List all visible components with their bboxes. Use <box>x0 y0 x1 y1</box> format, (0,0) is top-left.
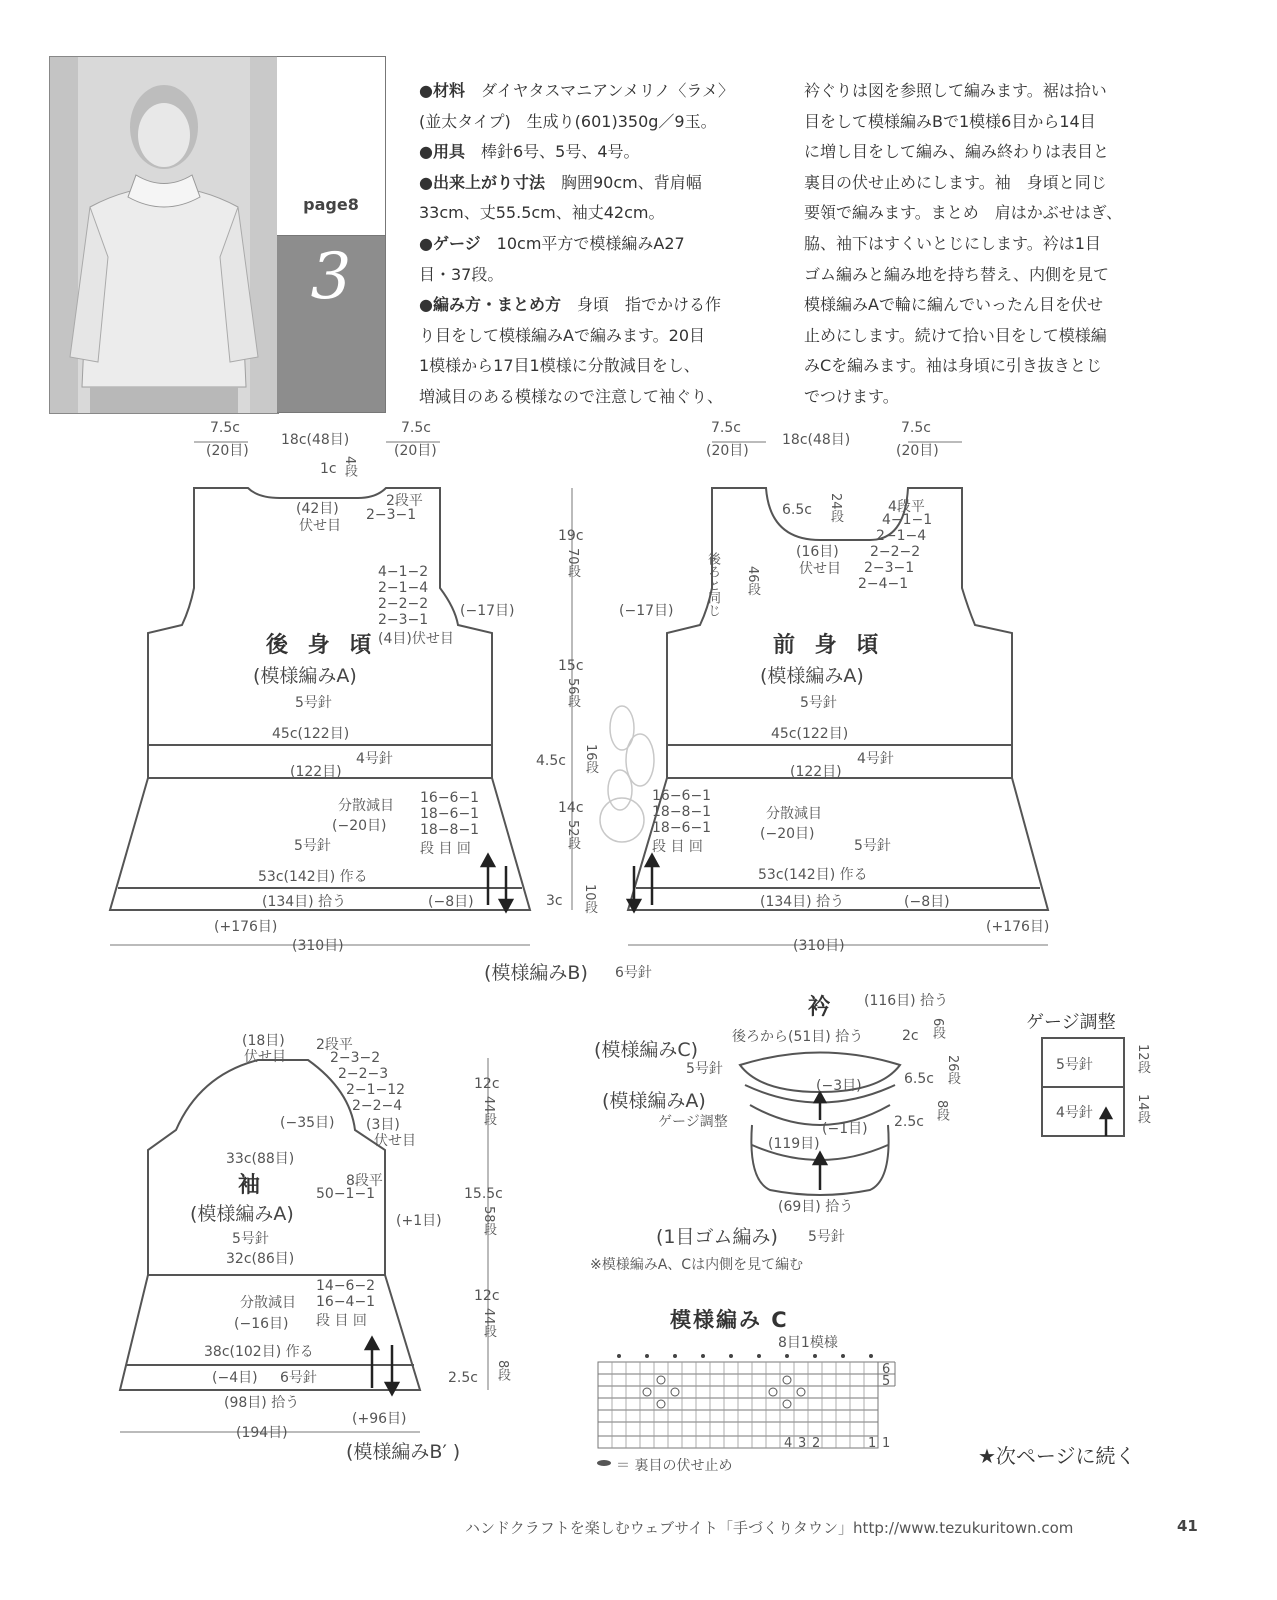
sleeve-d3: 段 目 回 <box>316 1313 367 1329</box>
sleeve-c5: 2−2−4 <box>352 1098 403 1114</box>
collar-needle5a: 5号針 <box>686 1061 723 1077</box>
front-n4: 2−2−2 <box>870 544 921 560</box>
footer-site: ハンドクラフトを楽しむウェブサイト「手づくりタウン」http://www.tezukuritown.com <box>465 1519 1074 1537</box>
pattern-b-needle: 6号針 <box>615 965 652 981</box>
back-neck-rows: 4段 <box>342 456 357 478</box>
back-arm5: (4目)伏せ目 <box>378 631 454 647</box>
back-dec-total: (−20目) <box>332 818 387 834</box>
instr-line: ●出来上がり寸法 胸囲90cm、背肩幅 <box>419 172 702 192</box>
front-arm-total: (−17目) <box>619 603 674 619</box>
sleeve-v2: 15.5c <box>464 1186 503 1202</box>
collar-gauge-adj: ゲージ調整 <box>658 1114 728 1130</box>
collar-h1r: 6段 <box>930 1018 945 1040</box>
back-neck-bind2: 伏せ目 <box>299 518 341 534</box>
front-neck-bind2: 伏せ目 <box>799 561 841 577</box>
sleeve-plus1: (+1目) <box>396 1213 442 1229</box>
front-n5: 2−3−1 <box>864 560 915 576</box>
collar-note: ※模様編みA、Cは内側を見て編む <box>590 1257 804 1273</box>
back-needle5b: 5号針 <box>294 838 331 854</box>
collar-title: 衿 <box>808 995 837 1020</box>
instr-line: 脇、袖下はすくいとじにします。衿は1目 <box>804 233 1101 253</box>
center-v5: 3c <box>546 893 563 909</box>
front-sts122: (122目) <box>790 764 842 780</box>
collar-back51: 後ろから(51目) 拾う <box>732 1029 864 1045</box>
instr-line: 裏目の伏せ止めにします。袖 身頃と同じ <box>804 172 1107 192</box>
front-neck-depth: 6.5c <box>782 502 812 518</box>
center-v3: 4.5c <box>536 753 566 769</box>
chart-c-col-4: 4 <box>784 1436 793 1451</box>
back-arm4: 2−3−1 <box>378 612 429 628</box>
instr-line: ●編み方・まとめ方 身頃 指でかける作 <box>419 295 721 315</box>
center-v2: 15c <box>558 658 584 674</box>
back-arm3: 2−2−2 <box>378 596 429 612</box>
center-v4: 14c <box>558 800 584 816</box>
sleeve-inc1: 8段平 <box>346 1173 383 1189</box>
chart-c-row-5: 5 <box>882 1374 891 1389</box>
front-neck-bind: (16目) <box>796 544 839 560</box>
page-number: 41 <box>1177 1517 1198 1535</box>
back-minus8: (−8目) <box>428 894 474 910</box>
front-cast-on: 53c(142目) 作る <box>758 867 868 883</box>
front-n2: 4−1−1 <box>882 512 933 528</box>
center-v1: 19c <box>558 528 584 544</box>
back-top-right-w: 7.5c <box>401 420 431 436</box>
front-d4: 段 目 回 <box>652 839 703 855</box>
front-minus8: (−8目) <box>904 894 950 910</box>
sleeve-pickup: (98目) 拾う <box>224 1395 300 1411</box>
collar-h3r: 8段 <box>934 1100 949 1122</box>
instr-line: 1模様から17目1模様に分散減目をし、 <box>419 356 700 376</box>
instr-line: ●ゲージ 10cm平方で模様編みA27 <box>419 233 685 253</box>
collar-h1: 2c <box>902 1028 919 1044</box>
chart-c-title: 模様編み C <box>670 1308 789 1332</box>
back-arm1: 4−1−2 <box>378 564 429 580</box>
front-neck-rows: 24段 <box>828 493 843 523</box>
front-subtitle: (模様編みA) <box>760 665 864 687</box>
center-v4r: 52段 <box>565 820 580 850</box>
page-label: page8 <box>303 195 359 214</box>
front-same-back: 後ろと同じ <box>705 552 720 617</box>
instr-line: に増し目をして編み、編み終わりは表目と <box>804 142 1109 162</box>
front-needle5: 5号針 <box>800 695 837 711</box>
sleeve-top-bind: (18目) <box>242 1033 285 1049</box>
sleeve-c7: 伏せ目 <box>374 1133 416 1149</box>
sleeve-minus4: (−4目) <box>212 1370 258 1386</box>
front-top-mid: 18c(48目) <box>782 432 851 448</box>
front-d1: 16−6−1 <box>652 788 712 804</box>
back-needle5: 5号針 <box>295 695 332 711</box>
collar-h2: 6.5c <box>904 1071 934 1087</box>
gauge-r12: 12段 <box>1135 1044 1150 1074</box>
instr-line: (並太タイプ) 生成り(601)350g／9玉。 <box>419 111 717 131</box>
front-n6: 2−4−1 <box>858 576 909 592</box>
instr-line: ●材料 ダイヤタスマニアンメリノ〈ラメ〉 <box>419 81 734 100</box>
collar-rib: (1目ゴム編み) <box>656 1226 778 1248</box>
sleeve-v4: 2.5c <box>448 1370 478 1386</box>
sleeve-d1: 14−6−2 <box>316 1278 376 1294</box>
instr-line: 止めにします。続けて拾い目をして模様編 <box>804 325 1107 345</box>
front-n3: 2−1−4 <box>876 528 927 544</box>
sleeve-d2: 16−4−1 <box>316 1294 376 1310</box>
instr-line: みCを編みます。袖は身頃に引き抜きとじ <box>804 356 1102 376</box>
collar-h2r: 26段 <box>945 1055 960 1085</box>
back-d2: 18−6−1 <box>420 806 480 822</box>
collar-needle5b: 5号針 <box>808 1229 845 1245</box>
back-top-mid: 18c(48目) <box>281 432 350 448</box>
pattern-b-label: (模様編みB) <box>484 962 588 984</box>
sleeve-c4: 2−1−12 <box>346 1082 406 1098</box>
continue-note: ★次ページに続く <box>978 1444 1136 1468</box>
sleeve-v4r: 8段 <box>495 1360 510 1382</box>
instr-line: 増減目のある模様なので注意して袖ぐり、 <box>419 386 724 406</box>
sleeve-c2: 2−3−2 <box>330 1050 381 1066</box>
sleeve-width2: 32c(86目) <box>226 1251 295 1267</box>
collar-pick69: (69目) 拾う <box>778 1199 854 1215</box>
sleeve-v1: 12c <box>474 1076 500 1092</box>
back-neck-dec2: 2−3−1 <box>366 507 417 523</box>
sleeve-top-bind2: 伏せ目 <box>244 1049 286 1065</box>
chart-c-col-1b: 1 <box>882 1436 891 1451</box>
sleeve-width1: 33c(88目) <box>226 1151 295 1167</box>
back-width: 45c(122目) <box>272 726 350 742</box>
back-d1: 16−6−1 <box>420 790 480 806</box>
back-neck-bind: (42目) <box>296 501 339 517</box>
collar-sts119: (119目) <box>768 1136 820 1152</box>
collar-pattern-a: (模様編みA) <box>602 1090 706 1112</box>
collar-h3: 2.5c <box>894 1114 924 1130</box>
center-v5r: 10段 <box>582 884 597 914</box>
sleeve-title: 袖 <box>238 1173 267 1198</box>
instr-line: でつけます。 <box>804 386 899 406</box>
instr-line: 衿ぐりは図を参照して編みます。裾は拾い <box>804 81 1107 100</box>
sleeve-total194: (194目) <box>236 1425 288 1441</box>
chart-c-legend: ＝ 裏目の伏せ止め <box>616 1458 733 1474</box>
front-width: 45c(122目) <box>771 726 849 742</box>
pattern-number: 3 <box>310 240 352 314</box>
gauge-r14: 14段 <box>1135 1094 1150 1124</box>
front-title: 前 身 頃 <box>773 633 885 658</box>
front-total310: (310目) <box>793 938 845 954</box>
back-sts122: (122目) <box>290 764 342 780</box>
front-top-right-s: (20目) <box>896 443 939 459</box>
collar-pattern-c: (模様編みC) <box>594 1039 699 1061</box>
sleeve-plus96: (+96目) <box>352 1411 407 1427</box>
front-d2: 18−8−1 <box>652 804 712 820</box>
back-total310: (310目) <box>292 938 344 954</box>
collar-minus1: (−1目) <box>822 1121 868 1137</box>
instr-line: ゴム編みと編み地を持ち替え、内側を見て <box>804 264 1109 284</box>
gauge-n4: 4号針 <box>1056 1105 1093 1121</box>
instr-line: ●用具 棒針6号、5号、4号。 <box>419 142 640 162</box>
front-top-left-w: 7.5c <box>711 420 741 436</box>
instr-line: 要領で編みます。まとめ 肩はかぶせはぎ、 <box>804 203 1123 223</box>
sleeve-inc2: 50−1−1 <box>316 1186 376 1202</box>
instr-line: 33cm、丈55.5cm、袖丈42cm。 <box>419 203 665 223</box>
back-top-left-s: (20目) <box>206 443 249 459</box>
back-pickup: (134目) 拾う <box>262 894 347 910</box>
back-neck-depth: 1c <box>320 461 337 477</box>
front-d3: 18−6−1 <box>652 820 712 836</box>
back-plus176: (+176目) <box>214 919 278 935</box>
back-d3: 18−8−1 <box>420 822 480 838</box>
sleeve-c1: 2段平 <box>316 1037 353 1053</box>
back-d4: 段 目 回 <box>420 841 471 857</box>
sleeve-v3: 12c <box>474 1288 500 1304</box>
back-arm2: 2−1−4 <box>378 580 429 596</box>
sleeve-pattern-b2: (模様編みB′ ) <box>346 1441 461 1463</box>
back-top-left-w: 7.5c <box>210 420 240 436</box>
front-plus176: (+176目) <box>986 919 1050 935</box>
sleeve-c3: 2−2−3 <box>338 1066 389 1082</box>
sleeve-dec-total: (−16目) <box>234 1316 289 1332</box>
sleeve-v2r: 58段 <box>481 1206 496 1236</box>
front-dec-label: 分散減目 <box>766 806 822 822</box>
front-top-left-s: (20目) <box>706 443 749 459</box>
front-needle4: 4号針 <box>857 751 894 767</box>
front-dec-total: (−20目) <box>760 826 815 842</box>
sleeve-cap-total: (−35目) <box>280 1115 335 1131</box>
instr-line: り目をして模様編みAで編みます。20目 <box>419 325 706 345</box>
sleeve-c6: (3目) <box>366 1117 400 1133</box>
chart-c-col-2: 2 <box>812 1436 821 1451</box>
back-needle4: 4号針 <box>356 751 393 767</box>
back-arm-total: (−17目) <box>460 603 515 619</box>
instr-line: 目・37段。 <box>419 264 504 284</box>
sleeve-subtitle: (模様編みA) <box>190 1203 294 1225</box>
center-v1r: 70段 <box>565 548 580 578</box>
back-top-right-s: (20目) <box>394 443 437 459</box>
chart-c-repeat: 8目1模様 <box>778 1335 838 1351</box>
front-pickup: (134目) 拾う <box>760 894 845 910</box>
back-neck-dec1: 2段平 <box>386 493 423 509</box>
sleeve-dec-label: 分散減目 <box>240 1295 296 1311</box>
sleeve-cast-on: 38c(102目) 作る <box>204 1344 314 1360</box>
gauge-title: ゲージ調整 <box>1026 1012 1116 1033</box>
sleeve-v3r: 44段 <box>481 1308 496 1338</box>
chart-c-row-6: 6 <box>882 1362 891 1377</box>
instr-line: 模様編みAで輪に編んでいったん目を伏せ <box>804 295 1103 315</box>
center-v3r: 16段 <box>583 744 598 774</box>
center-v2r: 56段 <box>565 678 580 708</box>
front-v46: 46段 <box>745 566 760 596</box>
sleeve-needle6: 6号針 <box>280 1370 317 1386</box>
front-top-right-w: 7.5c <box>901 420 931 436</box>
back-subtitle: (模様編みA) <box>253 665 357 687</box>
back-cast-on: 53c(142目) 作る <box>258 869 368 885</box>
instr-line: 目をして模様編みBで1模様6目から14目 <box>804 111 1096 131</box>
back-dec-label: 分散減目 <box>338 798 394 814</box>
gauge-n5: 5号針 <box>1056 1057 1093 1073</box>
chart-c-col-1: 1 <box>868 1436 877 1451</box>
collar-pick116: (116目) 拾う <box>864 993 949 1009</box>
front-needle5b: 5号針 <box>854 838 891 854</box>
collar-minus3: (−3目) <box>816 1078 862 1094</box>
sleeve-needle5: 5号針 <box>232 1231 269 1247</box>
back-title: 後 身 頃 <box>266 633 378 658</box>
sleeve-v1r: 44段 <box>481 1096 496 1126</box>
chart-c-col-3: 3 <box>798 1436 807 1451</box>
front-n1: 4段平 <box>888 499 925 515</box>
